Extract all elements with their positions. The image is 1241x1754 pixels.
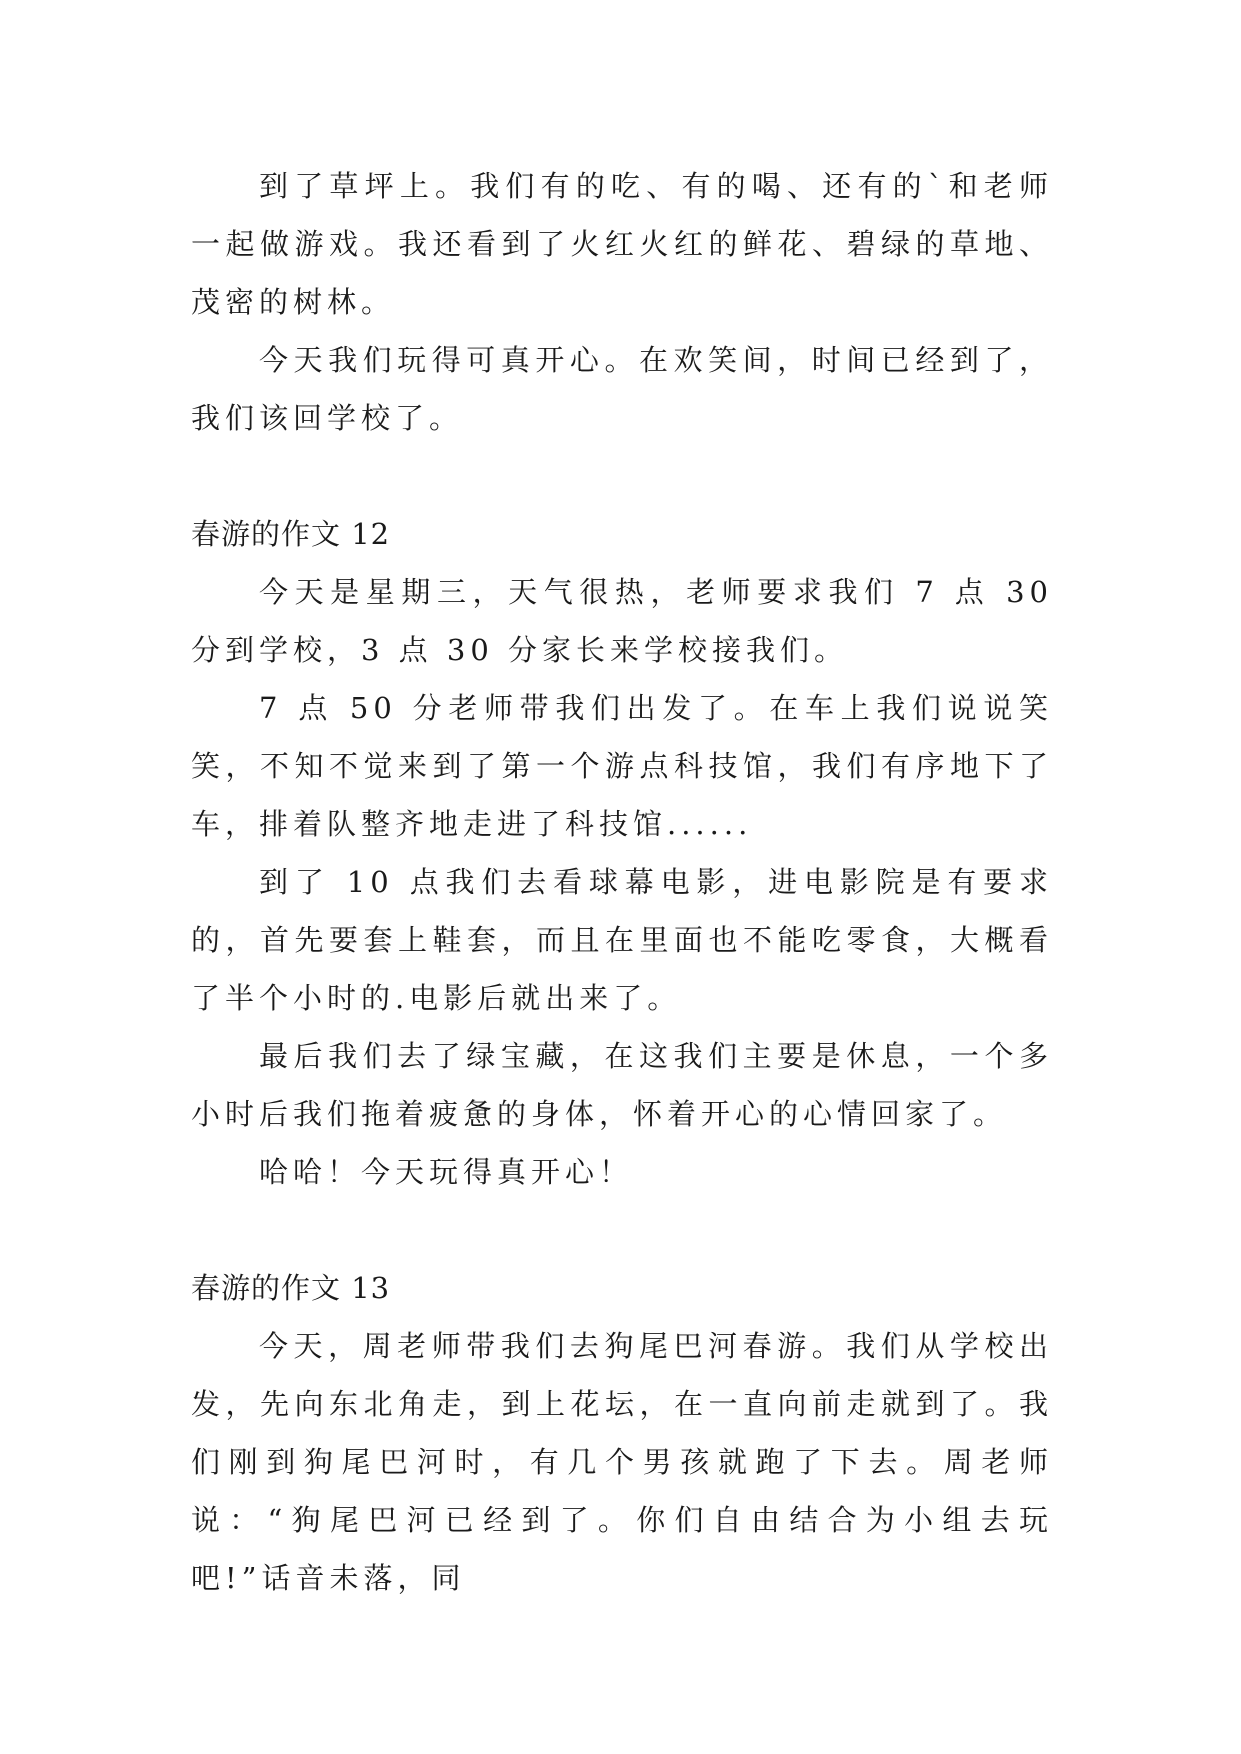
paragraph: 到了 10 点我们去看球幕电影，进电影院是有要求的，首先要套上鞋套，而且在里面也不能吃零食，大概看了半个小时的.电影后就出来了。 <box>191 865 1053 1015</box>
paragraph: 到了草坪上。我们有的吃、有的喝、还有的`和老师一起做游戏。我还看到了火红火红的鲜花、碧绿的草地、茂密的树林。 <box>191 169 1053 319</box>
paragraph: 最后我们去了绿宝藏，在这我们主要是休息，一个多小时后我们拖着疲惫的身体，怀着开心的心情回家了。 <box>191 1039 1053 1131</box>
document-body <box>191 157 1053 1607</box>
essay-heading-12: 春游的作文 12 <box>191 517 391 551</box>
section-spacer <box>191 447 1053 505</box>
paragraph: 今天是星期三，天气很热，老师要求我们 7 点 30 分到学校，3 点 30 分家长来学校接我们。 <box>191 575 1053 667</box>
paragraph: 7 点 50 分老师带我们出发了。在车上我们说说笑笑，不知不觉来到了第一个游点科技馆，我们有序地下了车，排着队整齐地走进了科技馆...... <box>191 691 1053 841</box>
paragraph: 哈哈！今天玩得真开心！ <box>259 1155 634 1189</box>
essay-heading-13: 春游的作文 13 <box>191 1271 391 1305</box>
section-spacer <box>191 1201 1053 1259</box>
paragraph: 今天，周老师带我们去狗尾巴河春游。我们从学校出发，先向东北角走，到上花坛，在一直向前走就到了。我们刚到狗尾巴河时，有几个男孩就跑了下去。周老师说：“狗尾巴河已经到了。你们自由结合为小组去玩吧!”话音未落，同 <box>191 1329 1053 1595</box>
paragraph: 今天我们玩得可真开心。在欢笑间，时间已经到了，我们该回学校了。 <box>191 343 1053 435</box>
